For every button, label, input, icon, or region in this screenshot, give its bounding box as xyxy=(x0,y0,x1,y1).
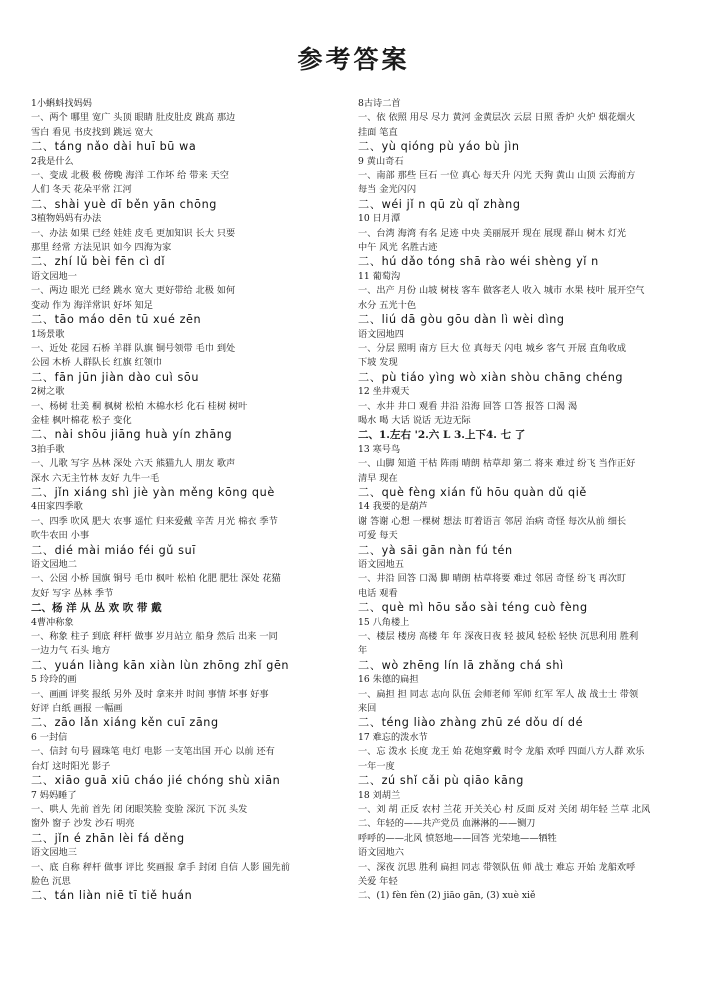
answer-line: 一、井沿 回答 口渴 脚 晴朗 枯草将要 难过 邻居 奇怪 纷飞 再次盯 xyxy=(358,573,627,585)
answer-line: 4曹冲称象 xyxy=(31,616,74,628)
answer-line: 1场景歌 xyxy=(31,328,65,340)
pinyin-line: 二、tāo máo dēn tū xué zēn xyxy=(31,313,202,327)
answer-line: 一、公园 小桥 国旗 铜号 毛巾 枫叶 松柏 化肥 肥壮 深处 花猫 xyxy=(31,573,281,585)
answer-line: 语文园地四 xyxy=(358,328,404,340)
answer-line: 一、杨树 壮美 桐 枫树 松柏 木棉水杉 化石 桂树 树叶 xyxy=(31,400,248,412)
answer-line: 二、(1) fèn fèn (2) jiāo gān, (3) xuè xiě xyxy=(358,890,536,902)
answer-line: 一、扁担 担 同志 志向 队伍 会师老师 军师 红军 军人 战 战士士 带领 xyxy=(358,688,639,700)
answer-line: 一、信封 句号 圆珠笔 电灯 电影 一支笔出国 开心 以前 还有 xyxy=(31,746,275,758)
answer-line: 一、两个 哪里 宽广 头顶 眼睛 肚皮肚皮 跳高 那边 xyxy=(31,112,236,124)
answer-line: 一年一度 xyxy=(358,760,395,772)
answer-line: 3拍手歌 xyxy=(31,443,65,455)
answer-line: 一、山脚 知道 干枯 阵雨 晴朗 枯草却 第二 将来 难过 纷飞 当作正好 xyxy=(358,458,636,470)
answer-line: 一、出产 月份 山坡 树枝 客车 做客老人 收入 城市 水果 枝叶 展开空气 xyxy=(358,285,645,297)
answer-line: 语文园地三 xyxy=(31,847,77,859)
answer-line: 一、底 自称 秤杆 做事 评比 奖画报 拿手 封闭 自信 人影 圆先前 xyxy=(31,861,290,873)
pinyin-line: 二、téng liào zhàng zhū zé dǒu dí dé xyxy=(358,716,584,730)
answer-line: 6 一封信 xyxy=(31,731,68,743)
pinyin-line: 二、wò zhēng lín lā zhǎng chá shì xyxy=(358,658,564,672)
answer-line: 2我是什么 xyxy=(31,155,74,167)
answer-line: 一、刘 胡 正反 农村 兰花 开关关心 村 反面 反对 关闭 胡年轻 兰草 北风 xyxy=(358,803,651,815)
answer-line: 一、台湾 海湾 有名 足迹 中央 美丽展开 现在 展现 群山 树木 灯光 xyxy=(358,227,627,239)
answer-line: 5 玲玲的画 xyxy=(31,674,77,686)
answer-line: 中午 风光 名胜古迹 xyxy=(358,242,438,254)
pinyin-line: 二、què mì hōu sǎo sài téng cuò fèng xyxy=(358,601,588,615)
answer-line: 金桂 枫叶棉花 松子 变化 xyxy=(31,414,132,426)
answer-line: 一、儿歌 写字 丛林 深处 六天 熊猫九人 朋友 歌声 xyxy=(31,458,236,470)
answer-line: 7 妈妈睡了 xyxy=(31,789,77,801)
answer-line: 友好 写字 丛林 季节 xyxy=(31,587,114,599)
answer-line: 一、四季 吹风 肥大 农事 遥忙 归来爱戴 辛苦 月光 棉衣 季节 xyxy=(31,515,278,527)
answer-line: 一、哄人 先前 首先 闭 闭眼笑脸 变脸 深沉 下沉 头发 xyxy=(31,803,248,815)
pinyin-line: 二、què fèng xián fǔ hōu quàn dǔ qiě xyxy=(358,485,587,499)
answer-line: 好评 白纸 画报 一幅画 xyxy=(31,703,123,715)
answer-line: 语文园地五 xyxy=(358,559,404,570)
answer-line: 4田家四季歌 xyxy=(31,501,83,513)
answer-line: 一、称象 柱子 到底 秤杆 做事 岁月站立 船身 然后 出来 一同 xyxy=(31,631,278,643)
answer-line: 挂面 笔直 xyxy=(358,126,398,138)
answer-line: 二、1.左右 '2.六 L 3.上下4. 七 了 xyxy=(358,429,526,442)
answer-line: 3植物妈妈有办法 xyxy=(31,213,102,225)
answer-line: 一、依 依照 用尽 尽力 黄河 金黄层次 云层 日照 香炉 火炉 烟花烟火 xyxy=(358,112,636,124)
answer-line: 10 日月潭 xyxy=(358,213,401,225)
answer-line: 变动 作为 海洋常识 好坏 知足 xyxy=(31,299,153,311)
answer-line: 每当 金光闪闪 xyxy=(358,184,417,196)
pinyin-line: 二、zhí lǔ bèi fēn cì dǐ xyxy=(31,255,166,269)
answer-line: 喝水 喝 大话 说话 无边无际 xyxy=(358,414,471,426)
pinyin-line: 二、zú shǐ cǎi pù qiāo kāng xyxy=(358,774,524,788)
pinyin-line: 二、fān jūn jiàn dào cuì sōu xyxy=(31,370,200,384)
page-title: 参考答案 xyxy=(297,45,410,74)
answer-line: 1小蝌蚪找妈妈 xyxy=(31,98,92,109)
answer-line: 呼呼的——北风 愤怒地——回答 光荣地——牺牲 xyxy=(358,832,557,844)
answer-line: 15 八角楼上 xyxy=(358,616,410,628)
pinyin-line: 二、xiāo guā xiū cháo jié chóng shù xiān xyxy=(31,774,281,788)
answer-line: 吹牛农田 小事 xyxy=(31,530,90,542)
pinyin-line: 二、liú dā gòu gōu dàn lì wèi dìng xyxy=(358,313,565,327)
answer-line: 一、水井 井口 观看 井沿 沿海 回答 口答 报答 口渴 渴 xyxy=(358,400,578,412)
answer-line: 窗外 窗子 沙发 沙石 明亮 xyxy=(31,818,135,830)
answer-line: 雪白 看见 书皮找到 跳远 宽大 xyxy=(31,126,153,138)
answer-line: 8古诗二首 xyxy=(358,98,401,109)
answer-line: 17 难忘的泼水节 xyxy=(358,731,428,743)
answer-line: 一、画画 评奖 报纸 另外 及时 拿来并 时间 事情 坏事 好事 xyxy=(31,688,269,700)
answer-line: 18 刘胡兰 xyxy=(358,789,401,801)
answer-line: 深水 六无主竹林 友好 九牛一毛 xyxy=(31,472,160,484)
answer-line: 二、杨 洋 从 丛 欢 吹 带 戴 xyxy=(31,602,162,615)
answer-line: 12 坐井观天 xyxy=(358,386,410,398)
pinyin-line: 二、yuán liàng kān xiàn lùn zhōng zhǐ gēn xyxy=(31,658,290,672)
answer-line: 可爱 每天 xyxy=(358,530,398,542)
answer-line: 人们 冬天 花朵平常 江河 xyxy=(31,184,132,196)
pinyin-line: 二、jǐn xiáng shì jiè yàn měng kōng què xyxy=(31,485,275,499)
answer-column-left xyxy=(31,97,353,904)
answer-line: 一边力气 石头 地方 xyxy=(31,645,111,657)
answer-line: 一、分层 照明 南方 巨大 位 真每天 闪电 城乡 客气 开展 直角收成 xyxy=(358,342,627,354)
answer-line: 2树之歌 xyxy=(31,386,65,398)
answer-line: 一、南部 那些 巨石 一位 真心 每天升 闪光 天狗 黄山 山顶 云海前方 xyxy=(358,170,636,182)
answer-line: 语文园地一 xyxy=(31,270,77,282)
pinyin-line: 二、táng nǎo dài huī bū wa xyxy=(31,140,197,154)
pinyin-line: 二、wéi jǐ n qū zù qǐ zhàng xyxy=(358,197,521,211)
pinyin-line: 二、hú dǎo tóng shā rào wéi shèng yǐ n xyxy=(358,255,599,269)
answer-line: 那里 经常 方法见识 如今 四海为家 xyxy=(31,242,172,254)
pinyin-line: 二、jǐn é zhān lèi fá děng xyxy=(31,831,185,845)
answer-line: 16 朱德的扁担 xyxy=(358,674,419,686)
answer-line: 二、年轻的——共产党员 血淋淋的——铡刀 xyxy=(358,818,536,830)
pinyin-line: 二、nài shōu jiāng huà yín zhāng xyxy=(31,428,233,442)
answer-line: 一、近处 花园 石桥 羊群 队旗 铜号领带 毛巾 到处 xyxy=(31,342,236,354)
pinyin-line: 二、shài yuè dī běn yān chōng xyxy=(31,197,217,211)
answer-line: 一、深夜 沉思 胜利 扁担 同志 带领队伍 师 战士 难忘 开始 龙船欢呼 xyxy=(358,861,636,873)
answer-line: 电话 观看 xyxy=(358,587,398,599)
answer-line: 年 xyxy=(358,645,368,657)
answer-line: 台灯 这时阳光 影子 xyxy=(31,760,111,772)
pinyin-line: 二、yù qióng pù yáo bù jìn xyxy=(358,140,520,154)
answer-line: 11 葡萄沟 xyxy=(358,270,401,282)
answer-line: 关爱 年轻 xyxy=(358,875,398,887)
answer-line: 一、两边 眼光 已经 跳水 宽大 更好带给 北极 如何 xyxy=(31,285,236,297)
answer-line: 一、忘 泼水 长度 龙王 始 花炮穿戴 时令 龙船 欢呼 四面八方人群 欢乐 xyxy=(358,746,645,758)
answer-line: 谢 答谢 心想 一棵树 想法 盯着语言 邻居 治病 奇怪 每次从前 细长 xyxy=(358,515,627,527)
answer-line: 13 寒号鸟 xyxy=(358,443,401,455)
answer-line: 一、办法 如果 已经 娃娃 皮毛 更加知识 长大 只要 xyxy=(31,227,236,239)
answer-line: 语文园地二 xyxy=(31,559,77,570)
answer-line: 水分 五光十色 xyxy=(358,299,417,311)
answer-line: 来回 xyxy=(358,703,377,715)
answer-line: 9 黄山奇石 xyxy=(358,155,404,167)
pinyin-line: 二、dié mài miáo féi gǔ suī xyxy=(31,543,196,557)
pinyin-line: 二、pù tiáo yìng wò xiàn shòu chāng chéng xyxy=(358,370,624,384)
answer-line: 14 我要的是葫芦 xyxy=(358,501,428,513)
pinyin-line: 二、zāo lǎn xiáng kěn cuī zāng xyxy=(31,716,219,730)
answer-column-right xyxy=(358,97,700,904)
answer-line: 一、变成 北极 极 傍晚 海洋 工作坏 给 带来 天空 xyxy=(31,170,229,182)
answer-line: 脸色 沉思 xyxy=(31,875,71,887)
answer-line: 清早 现在 xyxy=(358,472,398,484)
answer-line: 一、楼层 楼房 高楼 年 年 深夜日夜 轻 披风 轻松 轻快 沉思利用 胜利 xyxy=(358,631,639,643)
answer-line: 下坡 发现 xyxy=(358,357,398,369)
answer-line: 语文园地六 xyxy=(358,847,404,859)
pinyin-line: 二、tán liàn niē tī tiě huán xyxy=(31,889,193,903)
pinyin-line: 二、yà sāi gān nàn fú tén xyxy=(358,543,513,557)
answer-line: 公园 木桥 人群队长 红旗 红领巾 xyxy=(31,357,163,369)
